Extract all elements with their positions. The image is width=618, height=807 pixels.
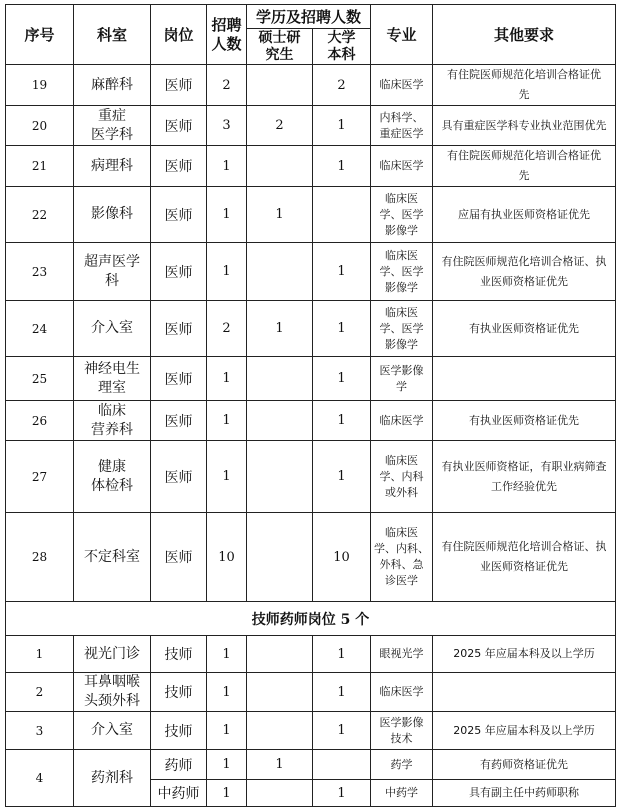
- cell-seq: 3: [6, 712, 74, 750]
- header-quota: 招聘 人数: [207, 5, 247, 65]
- cell-major: 临床医 学、医学 影像学: [371, 301, 433, 357]
- cell-bachelor: 1: [313, 401, 371, 441]
- cell-position: 医师: [151, 357, 207, 401]
- header-bachelor: 大学 本科: [313, 29, 371, 65]
- cell-position: 医师: [151, 401, 207, 441]
- cell-other: [433, 673, 616, 712]
- header-seq: 序号: [6, 5, 74, 65]
- cell-other: 有执业医师资格证优先: [433, 301, 616, 357]
- cell-major: 眼视光学: [371, 636, 433, 673]
- cell-dept: 视光门诊: [74, 636, 151, 673]
- cell-master: 1: [247, 187, 313, 243]
- cell-other: 应届有执业医师资格证优先: [433, 187, 616, 243]
- cell-master: [247, 357, 313, 401]
- cell-dept: 神经电生 理室: [74, 357, 151, 401]
- header-other: 其他要求: [433, 5, 616, 65]
- table-row: [6, 401, 616, 441]
- cell-other: 具有副主任中药师职称: [433, 780, 616, 807]
- section-title: 技师药师岗位 5 个: [6, 602, 616, 636]
- cell-other: 有执业医师资格证优先: [433, 401, 616, 441]
- cell-other: 具有重症医学科专业执业范围优先: [433, 106, 616, 146]
- cell-other: 有药师资格证优先: [433, 750, 616, 780]
- cell-seq: 24: [6, 301, 74, 357]
- cell-position: 医师: [151, 441, 207, 513]
- cell-dept: 不定科室: [74, 513, 151, 602]
- table-row: [6, 187, 616, 243]
- cell-dept: 介入室: [74, 712, 151, 750]
- header-dept: 科室: [74, 5, 151, 65]
- cell-major: 临床医学: [371, 65, 433, 106]
- cell-seq: 27: [6, 441, 74, 513]
- cell-seq: 19: [6, 65, 74, 106]
- cell-master: [247, 673, 313, 712]
- cell-seq: 2: [6, 673, 74, 712]
- table-row: [6, 513, 616, 602]
- table-row: [6, 441, 616, 513]
- cell-seq: 20: [6, 106, 74, 146]
- header-master: 硕士研 究生: [247, 29, 313, 65]
- cell-position: 医师: [151, 65, 207, 106]
- table-row: [6, 750, 616, 780]
- cell-position: 医师: [151, 106, 207, 146]
- cell-position: 医师: [151, 513, 207, 602]
- cell-bachelor: [313, 750, 371, 780]
- cell-position: 中药师: [151, 780, 207, 807]
- header-major: 专业: [371, 5, 433, 65]
- cell-major: 临床医学: [371, 673, 433, 712]
- cell-position: 技师: [151, 673, 207, 712]
- cell-major: 临床医 学、内科、 外科、急 诊医学: [371, 513, 433, 602]
- cell-major: 临床医 学、医学 影像学: [371, 187, 433, 243]
- cell-quota: 1: [207, 780, 247, 807]
- cell-other: 2025 年应届本科及以上学历: [433, 712, 616, 750]
- cell-major: 中药学: [371, 780, 433, 807]
- cell-position: 医师: [151, 146, 207, 187]
- cell-master: [247, 712, 313, 750]
- cell-other: 有执业医师资格证，有职业病筛查 工作经验优先: [433, 441, 616, 513]
- cell-seq: 23: [6, 243, 74, 301]
- cell-dept: 超声医学 科: [74, 243, 151, 301]
- cell-position: 医师: [151, 243, 207, 301]
- cell-bachelor: 1: [313, 106, 371, 146]
- cell-bachelor: 10: [313, 513, 371, 602]
- header-position: 岗位: [151, 5, 207, 65]
- cell-quota: 1: [207, 146, 247, 187]
- cell-other: 有住院医师规范化培训合格证、执 业医师资格证优先: [433, 513, 616, 602]
- cell-seq: 1: [6, 636, 74, 673]
- cell-quota: 10: [207, 513, 247, 602]
- cell-master: [247, 65, 313, 106]
- cell-bachelor: 1: [313, 441, 371, 513]
- table-row: [6, 301, 616, 357]
- cell-dept: 病理科: [74, 146, 151, 187]
- cell-position: 药师: [151, 750, 207, 780]
- cell-master: [247, 243, 313, 301]
- cell-bachelor: [313, 187, 371, 243]
- cell-quota: 2: [207, 65, 247, 106]
- cell-seq: 4: [6, 750, 74, 807]
- cell-quota: 1: [207, 636, 247, 673]
- cell-seq: 25: [6, 357, 74, 401]
- cell-major: 药学: [371, 750, 433, 780]
- cell-dept: 药剂科: [74, 750, 151, 807]
- cell-quota: 1: [207, 441, 247, 513]
- cell-other: 2025 年应届本科及以上学历: [433, 636, 616, 673]
- table-row: [6, 673, 616, 712]
- cell-position: 技师: [151, 712, 207, 750]
- cell-major: 临床医 学、医学 影像学: [371, 243, 433, 301]
- cell-bachelor: 1: [313, 673, 371, 712]
- table-row: [6, 146, 616, 187]
- cell-other: 有住院医师规范化培训合格证优 先: [433, 146, 616, 187]
- cell-bachelor: 1: [313, 357, 371, 401]
- cell-other: 有住院医师规范化培训合格证优 先: [433, 65, 616, 106]
- recruitment-table: [5, 4, 616, 807]
- cell-quota: 1: [207, 750, 247, 780]
- cell-dept: 介入室: [74, 301, 151, 357]
- cell-master: [247, 146, 313, 187]
- cell-quota: 1: [207, 243, 247, 301]
- cell-seq: 28: [6, 513, 74, 602]
- cell-master: [247, 401, 313, 441]
- cell-major: 临床医学: [371, 146, 433, 187]
- cell-master: 1: [247, 301, 313, 357]
- cell-major: 医学影像 学: [371, 357, 433, 401]
- cell-seq: 21: [6, 146, 74, 187]
- cell-quota: 1: [207, 357, 247, 401]
- cell-major: 临床医学: [371, 401, 433, 441]
- table-row: [6, 636, 616, 673]
- header-edu-group: 学历及招聘人数: [247, 5, 371, 29]
- table-row: [6, 65, 616, 106]
- cell-quota: 3: [207, 106, 247, 146]
- cell-master: [247, 636, 313, 673]
- cell-quota: 1: [207, 673, 247, 712]
- table-row: [6, 712, 616, 750]
- cell-quota: 1: [207, 712, 247, 750]
- cell-bachelor: 1: [313, 146, 371, 187]
- cell-master: [247, 441, 313, 513]
- cell-major: 内科学、 重症医学: [371, 106, 433, 146]
- cell-quota: 1: [207, 187, 247, 243]
- cell-dept: 影像科: [74, 187, 151, 243]
- cell-bachelor: 1: [313, 243, 371, 301]
- cell-seq: 22: [6, 187, 74, 243]
- cell-major: 临床医 学、内科 或外科: [371, 441, 433, 513]
- cell-bachelor: 1: [313, 780, 371, 807]
- cell-quota: 1: [207, 401, 247, 441]
- cell-position: 医师: [151, 301, 207, 357]
- cell-position: 技师: [151, 636, 207, 673]
- cell-dept: 麻醉科: [74, 65, 151, 106]
- cell-dept: 耳鼻咽喉 头颈外科: [74, 673, 151, 712]
- cell-seq: 26: [6, 401, 74, 441]
- table-row: [6, 243, 616, 301]
- cell-dept: 临床 营养科: [74, 401, 151, 441]
- cell-quota: 2: [207, 301, 247, 357]
- cell-dept: 重症 医学科: [74, 106, 151, 146]
- cell-bachelor: 1: [313, 636, 371, 673]
- cell-major: 医学影像 技术: [371, 712, 433, 750]
- table-row: [6, 106, 616, 146]
- cell-master: 2: [247, 106, 313, 146]
- cell-master: 1: [247, 750, 313, 780]
- cell-bachelor: 1: [313, 712, 371, 750]
- cell-dept: 健康 体检科: [74, 441, 151, 513]
- cell-bachelor: 1: [313, 301, 371, 357]
- table-row: [6, 357, 616, 401]
- cell-other: [433, 357, 616, 401]
- cell-bachelor: 2: [313, 65, 371, 106]
- cell-position: 医师: [151, 187, 207, 243]
- cell-master: [247, 513, 313, 602]
- cell-other: 有住院医师规范化培训合格证、执 业医师资格证优先: [433, 243, 616, 301]
- cell-master: [247, 780, 313, 807]
